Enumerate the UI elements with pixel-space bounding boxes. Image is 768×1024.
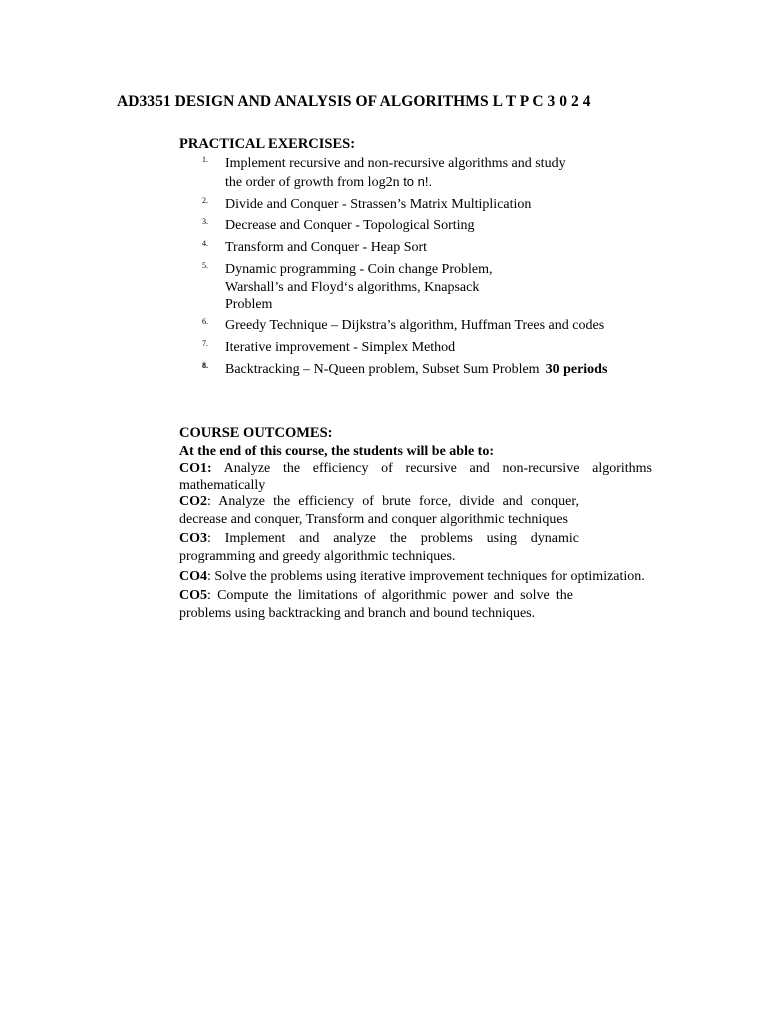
exercise-text	[225, 261, 493, 314]
exercise-text	[225, 217, 475, 235]
course-outcome-co1	[179, 460, 652, 494]
outcome-label: CO4	[179, 569, 207, 584]
outcome-text: : Solve the problems using iterative improvement techniques for optimization.	[207, 569, 645, 584]
course-outcome-co3	[179, 530, 579, 565]
exercise-number: 1.	[202, 155, 208, 164]
course-outcome-co2	[179, 493, 579, 528]
outcome-label: CO1:	[179, 461, 212, 476]
exercise-line: Problem	[225, 297, 273, 312]
exercise-number: 5.	[202, 261, 208, 270]
outcome-text: Analyze the efficiency of recursive and non-recursive algorithms	[223, 461, 652, 476]
outcome-text: : Analyze the efficiency of brute force, divide and conquer,	[207, 494, 579, 509]
exercise-number: 8.	[202, 361, 208, 370]
exercise-line: Greedy Technique – Dijkstra’s algorithm, Huffman Trees and codes	[225, 318, 605, 333]
exercise-line: the order of growth from log2n	[225, 174, 400, 190]
exercise-number: 3.	[202, 217, 208, 226]
exercise-line: Warshall’s and Floyd‘s algorithms, Knapsack	[225, 279, 480, 295]
course-outcome-co4	[179, 568, 659, 585]
course-outcomes-intro: At the end of this course, the students will be able to:	[179, 444, 494, 459]
exercise-line: Dynamic programming - Coin change Problem,	[225, 262, 493, 277]
practical-exercises-heading: PRACTICAL EXERCISES:	[179, 136, 356, 152]
outcome-text: : Compute the limitations of algorithmic power and solve the	[207, 588, 573, 603]
exercise-text	[225, 339, 455, 357]
exercise-line: Backtracking – N-Queen problem, Subset Sum Problem	[225, 362, 540, 377]
exercise-line: Implement recursive and non-recursive algorithms and study	[225, 156, 566, 171]
exercise-text	[225, 317, 604, 335]
outcome-line	[179, 568, 659, 585]
document-title: AD3351 DESIGN AND ANALYSIS OF ALGORITHMS L T P C 3 0 2 4	[117, 93, 591, 110]
outcome-line	[179, 530, 579, 547]
exercise-text	[225, 155, 566, 191]
outcome-text: : Implement and analyze the problems using dynamic	[207, 531, 579, 546]
outcome-line	[179, 493, 579, 510]
exercise-number: 7.	[202, 339, 208, 348]
exercise-number: 2.	[202, 196, 208, 205]
outcome-line: decrease and conquer, Transform and conquer algorithmic techniques	[179, 512, 568, 527]
outcome-line: programming and greedy algorithmic techniques.	[179, 549, 456, 564]
course-outcomes-heading: COURSE OUTCOMES:	[179, 425, 333, 441]
exercise-line: Iterative improvement - Simplex Method	[225, 340, 456, 355]
exercise-number: 4.	[202, 239, 208, 248]
exercise-text	[225, 361, 607, 379]
exercise-line: Divide and Conquer - Strassen’s Matrix Multiplication	[225, 197, 532, 212]
outcome-line: mathematically	[179, 478, 266, 493]
exercise-line: Decrease and Conquer - Topological Sorting	[225, 218, 475, 233]
outcome-line	[179, 460, 652, 477]
exercise-text	[225, 196, 531, 214]
exercise-line-suffix: to n!.	[399, 173, 433, 189]
periods-label: 30 periods	[545, 362, 608, 377]
outcome-label: CO2	[179, 494, 207, 509]
outcome-label: CO3	[179, 531, 207, 546]
exercise-number: 6.	[202, 317, 208, 326]
exercise-line: Transform and Conquer - Heap Sort	[225, 240, 428, 255]
course-outcome-co5	[179, 587, 573, 622]
outcome-label: CO5	[179, 588, 207, 603]
outcome-line	[179, 587, 573, 604]
exercise-text	[225, 239, 427, 257]
outcome-line: problems using backtracking and branch and bound techniques.	[179, 606, 536, 621]
